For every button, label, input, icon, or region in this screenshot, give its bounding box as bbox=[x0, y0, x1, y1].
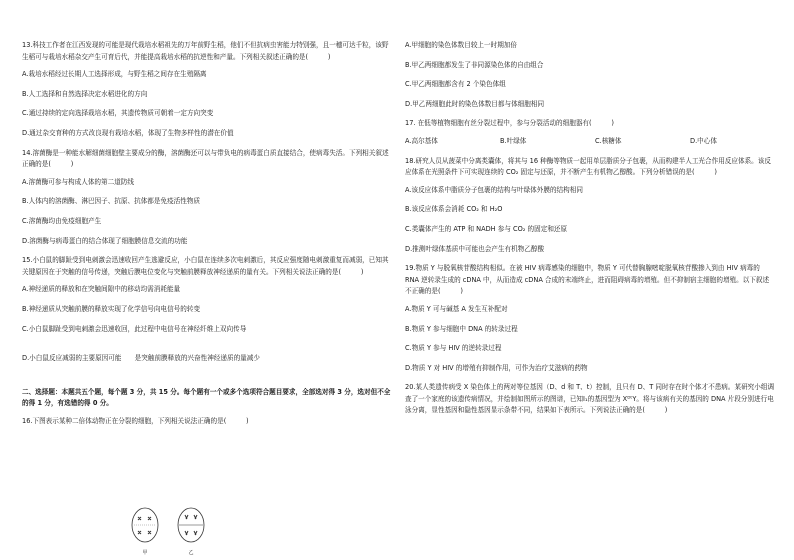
cell-label-yi: 乙 bbox=[188, 550, 194, 556]
q17-option-d: D.中心体 bbox=[690, 136, 717, 145]
q14-option-a: A.溶菌酶可参与构成人体的第二道防线 bbox=[22, 177, 134, 186]
q15-option-d: D.小白鼠反应减弱的主要原因可能 是突触前膜释放的兴奋性神经递质的量减少 bbox=[22, 354, 260, 363]
q18-option-d: D.推测叶绿体基质中可能也会产生有机物乙醇酸 bbox=[405, 244, 545, 253]
q13-option-b: B.人工选择和自然选择决定水稻进化的方向 bbox=[22, 89, 148, 98]
q16-cell-figure bbox=[130, 505, 210, 555]
q19-option-d: D.物质 Y 对 HIV 的增殖有抑制作用，可作为治疗艾滋病的药物 bbox=[405, 363, 588, 372]
q17-option-c: C.核糖体 bbox=[595, 136, 622, 145]
cell-yi-diagram bbox=[176, 505, 206, 545]
q19-option-c: C.物质 Y 参与 HIV 的逆转录过程 bbox=[405, 344, 502, 353]
q13-option-d: D.通过杂交育种的方式改良现有栽培水稻，体现了生物多样性的潜在价值 bbox=[22, 128, 234, 137]
q17-option-a: A.高尔基体 bbox=[405, 136, 438, 145]
q17-stem: 17. 在低等植物细胞有丝分裂过程中，参与分裂活动的细胞器有( ) bbox=[405, 119, 614, 128]
q18-stem: 18.研究人员从菠菜中分离类囊体，将其与 16 种酶等物质一起用单层脂质分子包裹，从而构建半人工光合作用反应体系。该反应体系在光照条件下可实现连续的 CO₂ 固定与还原，并不断产生有机物乙醇酸。下列分析错误的是( ) bbox=[405, 156, 771, 177]
q13-stem: 13.科技工作者在江西发现的可能是现代栽培水稻祖先的万年前野生稻，他们不但抗病虫害能力特别强，且一穗可达千粒，该野生稻可与栽培水稻杂交产生可育后代，并能提高栽培水稻的抗逆性和产量。下列相关叙述正确的是( ) bbox=[22, 41, 389, 61]
cell-label-jia: 甲 bbox=[142, 550, 148, 556]
q16-option-c: C.甲乙两细胞都含有 2 个染色体组 bbox=[405, 80, 506, 89]
q18-option-c: C.类囊体产生的 ATP 和 NADH 参与 CO₂ 的固定和还原 bbox=[405, 224, 568, 233]
q15-option-b: B.神经递质从突触前膜的释放实现了化学信号向电信号的转变 bbox=[22, 304, 201, 313]
q19-stem: 19.物质 Y 与脱氧核苷酸结构相似。在被 HIV 病毒感染的细胞中，物质 Y 可代替胸腺嘧啶脱氧核苷酸掺入到由 HIV 病毒的 RNA 逆转录生成的 cDNA 中，从而造成 cDNA 合成的末端终止，进而阻碍病毒的增殖。但不抑制宿主细胞的增殖。以下叙述不正确的是( ) bbox=[405, 264, 770, 296]
q15-stem: 15.小白鼠的脚趾受到电刺激会迅速收回产生逃避反应，小白鼠在连续多次电刺激后，其反应强度随电刺激重复而减弱，已知其关键原因在于突触的信号传递，突触后膜电位变化与突触前膜释放神经递质的量有关。下列相关说法正确的是( ) bbox=[22, 256, 389, 276]
q14-option-b: B.人体内的溶菌酶、淋巴因子、抗原、抗体都是免疫活性物质 bbox=[22, 197, 201, 206]
q14-stem: 14.溶菌酶是一种能水解细菌细胞壁主要成分的酶，溶菌酶还可以与带负电的病毒蛋白质直接结合，使病毒失活。下列相关叙述正确的是( ) bbox=[22, 148, 389, 169]
q19-option-b: B.物质 Y 参与细胞中 DNA 的转录过程 bbox=[405, 324, 518, 333]
q13-option-c: C.通过持续的定向选择栽培水稻，其遗传物质可朝着一定方向突变 bbox=[22, 109, 214, 118]
q20-stem: 20.某人类遗传病受 X 染色体上的两对等位基因（D、d 和 T、t）控制，且只有 D、T 同时存在时个体才不患病。某研究小组调查了一个家庭的该遗传病情况，并绘制如图所示的图谱，已知Ⅰ₁的基因型为 XᴰᵗY。将与该病有关的基因的 DNA 片段分别进行电泳分离，显性基因和隐性基因显示条带不同，结果如下表所示。下列说法正确的是( ) bbox=[405, 383, 775, 415]
q19-option-a: A.物质 Y 可与碱基 A 发生互补配对 bbox=[405, 304, 508, 313]
q14-option-d: D.溶菌酶与病毒蛋白的结合体现了细胞膜信息交流的功能 bbox=[22, 236, 188, 245]
right-column bbox=[405, 40, 775, 417]
q16-stem: 16.下图表示某种二倍体动物正在分裂的细胞，下列相关说法正确的是( ) bbox=[22, 416, 249, 425]
q18-option-b: B.该反应体系会消耗 CO₂ 和 H₂O bbox=[405, 205, 503, 214]
cell-jia-diagram bbox=[130, 505, 160, 545]
q18-option-a: A.该反应体系中脂质分子包裹的结构与叶绿体外膜的结构相同 bbox=[405, 185, 583, 194]
q16-option-a: A.甲细胞的染色体数目较上一时期加倍 bbox=[405, 41, 517, 49]
section-2-heading: 二、选择题：本题共五个题，每个题 3 分，共 15 分。每个题有一个或多个选项符合题目要求，全部选对得 3 分，选对但不全的得 1 分，有选错的得 0 分。 bbox=[22, 387, 391, 408]
q13-option-a: A.栽培水稻经过长期人工选择形成，与野生稻之间存在生殖隔离 bbox=[22, 70, 207, 79]
q15-option-a: A.神经递质的释放和在突触间隙中的移动均需消耗能量 bbox=[22, 285, 181, 294]
q17-option-b: B.叶绿体 bbox=[500, 136, 527, 145]
q14-option-c: C.溶菌酶均由免疫细胞产生 bbox=[22, 216, 102, 225]
q17-options-row bbox=[405, 136, 775, 156]
q16-option-d: D.甲乙两细胞此时的染色体数目都与体细胞相同 bbox=[405, 99, 545, 108]
q16-option-b: B.甲乙两细胞都发生了非同源染色体的自由组合 bbox=[405, 60, 544, 69]
left-column bbox=[22, 40, 392, 427]
q15-option-c: C.小白鼠脚趾受到电刺激会迅速收回，此过程中电信号在神经纤维上双向传导 bbox=[22, 324, 247, 333]
